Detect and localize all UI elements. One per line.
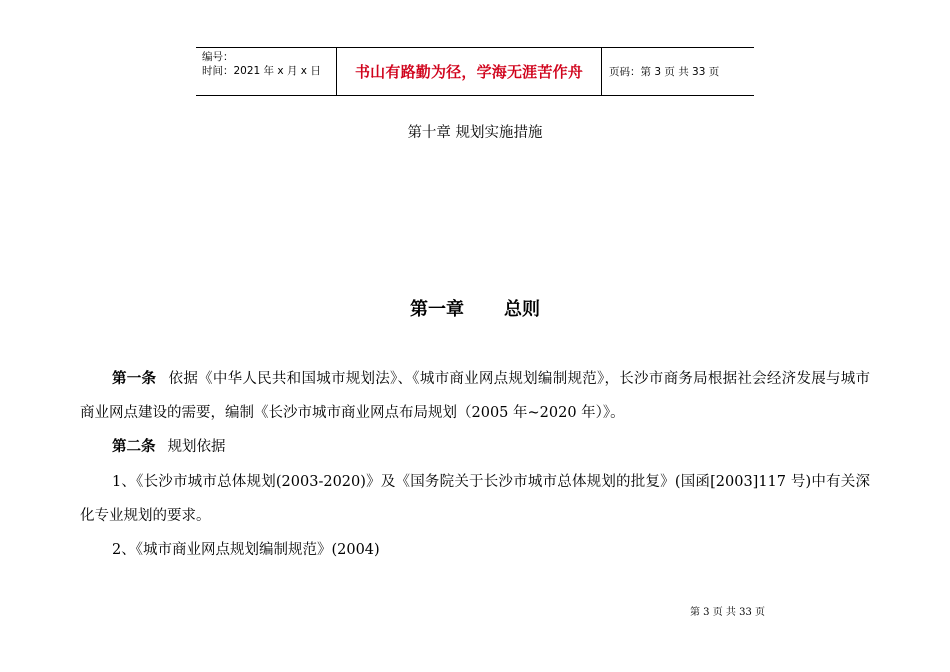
article-label: 第二条 bbox=[112, 439, 156, 455]
header-motto: 书山有路勤为径，学海无涯苦作舟 bbox=[337, 48, 602, 95]
article-label: 第一条 bbox=[112, 371, 157, 387]
header-meta-cell bbox=[196, 48, 337, 95]
page-footer: 第 3 页 共 33 页 bbox=[690, 607, 765, 618]
article-text: 依据《中华人民共和国城市规划法》、《城市商业网点规划编制规范》，长沙市商务局根据社会经济发展与城市商业网点建设的需要，编制《长沙市城市商业网点布局规划（2005 年~2020 年）》。 bbox=[80, 371, 870, 421]
page-header bbox=[196, 47, 754, 96]
chapter-ten-title: 第十章 规划实施措施 bbox=[407, 125, 543, 141]
chapter-one-name: 总则 bbox=[504, 299, 540, 320]
list-item: 2、《城市商业网点规划编制规范》(2004) bbox=[112, 542, 380, 558]
article-paragraph bbox=[80, 362, 870, 430]
header-page-info: 页码：第 3 页 共 33 页 bbox=[609, 66, 720, 78]
chapter-one-title bbox=[0, 295, 950, 321]
article-text: 规划依据 bbox=[167, 439, 226, 455]
list-item: 1、《长沙市城市总体规划(2003-2020)》及《国务院关于长沙市城市总体规划的批复》(国函[2003]117 号)中有关深化专业规划的要求。 bbox=[80, 474, 870, 524]
header-time-label: 时间：2021 年 x 月 x 日 bbox=[202, 65, 321, 77]
header-number-label: 编号： bbox=[202, 51, 234, 63]
chapter-one-number: 第一章 bbox=[410, 299, 464, 320]
article-paragraph bbox=[80, 430, 870, 464]
